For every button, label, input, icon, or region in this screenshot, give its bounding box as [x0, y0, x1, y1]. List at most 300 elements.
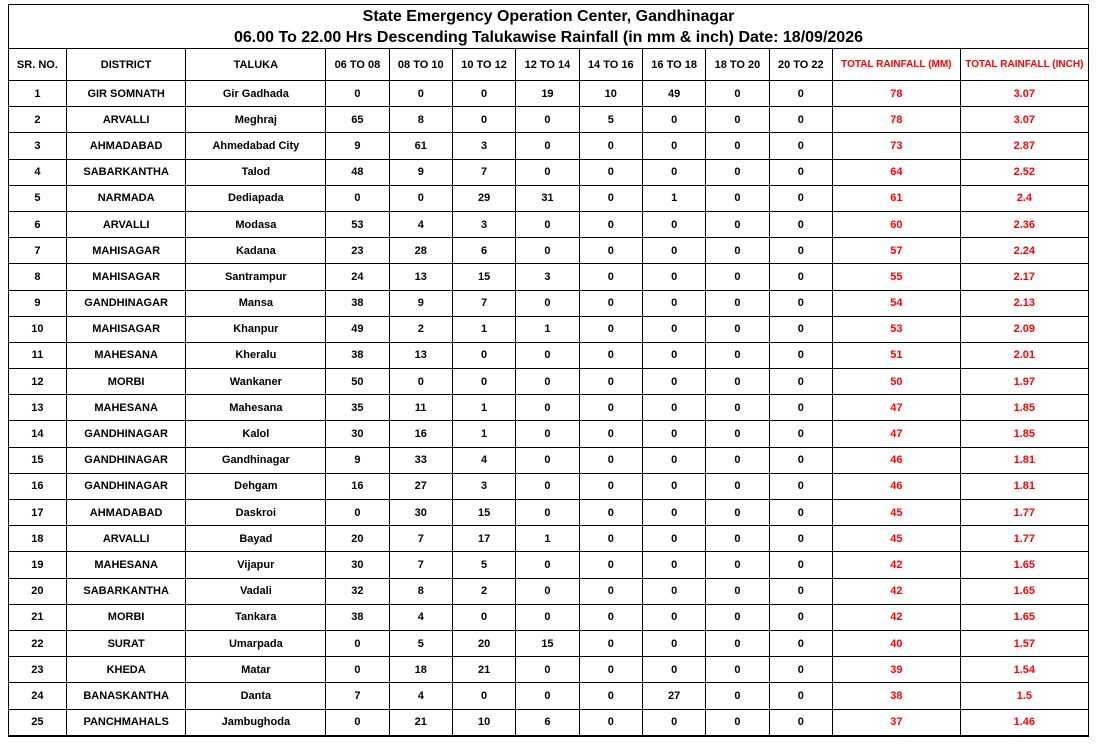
cell-h06-08: 38	[326, 342, 389, 368]
cell-h16-18: 1	[642, 185, 705, 211]
cell-h08-10: 7	[389, 526, 452, 552]
table-row	[9, 395, 1088, 421]
cell-total-mm: 55	[832, 264, 960, 290]
cell-h08-10: 4	[389, 683, 452, 709]
cell-district: GANDHINAGAR	[66, 290, 186, 316]
cell-total-mm: 39	[832, 657, 960, 683]
cell-h12-14: 0	[516, 211, 579, 237]
cell-taluka: Daskroi	[186, 500, 326, 526]
cell-total-mm: 61	[832, 185, 960, 211]
cell-h14-16: 0	[579, 500, 642, 526]
cell-h18-20: 0	[706, 526, 769, 552]
cell-h18-20: 0	[706, 342, 769, 368]
cell-h08-10: 4	[389, 604, 452, 630]
cell-h18-20: 0	[706, 683, 769, 709]
cell-sr-no: 12	[9, 369, 66, 395]
cell-h16-18: 0	[642, 133, 705, 159]
table-header-row	[9, 49, 1088, 81]
cell-h18-20: 0	[706, 159, 769, 185]
column-header-h06-08: 06 TO 08	[326, 49, 389, 81]
cell-h08-10: 13	[389, 264, 452, 290]
cell-h20-22: 0	[769, 578, 832, 604]
cell-h06-08: 16	[326, 473, 389, 499]
cell-h14-16: 0	[579, 159, 642, 185]
cell-h08-10: 21	[389, 709, 452, 735]
cell-sr-no: 24	[9, 683, 66, 709]
cell-h12-14: 0	[516, 473, 579, 499]
table-row	[9, 709, 1088, 735]
cell-h06-08: 65	[326, 107, 389, 133]
cell-h20-22: 0	[769, 500, 832, 526]
cell-h12-14: 15	[516, 630, 579, 656]
cell-total-inch: 1.77	[960, 500, 1088, 526]
cell-h18-20: 0	[706, 185, 769, 211]
table-row	[9, 447, 1088, 473]
report-title: State Emergency Operation Center, Gandhinagar	[362, 8, 735, 25]
cell-h18-20: 0	[706, 264, 769, 290]
cell-h20-22: 0	[769, 683, 832, 709]
cell-sr-no: 21	[9, 604, 66, 630]
table-row	[9, 421, 1088, 447]
cell-total-mm: 47	[832, 395, 960, 421]
cell-h16-18: 0	[642, 264, 705, 290]
cell-h06-08: 48	[326, 159, 389, 185]
cell-taluka: Vadali	[186, 578, 326, 604]
cell-h08-10: 18	[389, 657, 452, 683]
cell-h16-18: 0	[642, 238, 705, 264]
cell-h12-14: 3	[516, 264, 579, 290]
cell-district: KHEDA	[66, 657, 186, 683]
cell-h16-18: 0	[642, 447, 705, 473]
cell-total-mm: 51	[832, 342, 960, 368]
cell-district: SABARKANTHA	[66, 578, 186, 604]
cell-h08-10: 28	[389, 238, 452, 264]
cell-h14-16: 0	[579, 552, 642, 578]
cell-taluka: Jambughoda	[186, 709, 326, 735]
cell-sr-no: 8	[9, 264, 66, 290]
column-header-district: DISTRICT	[66, 49, 186, 81]
cell-h10-12: 4	[452, 447, 515, 473]
cell-h06-08: 0	[326, 81, 389, 107]
cell-h20-22: 0	[769, 447, 832, 473]
cell-total-mm: 78	[832, 107, 960, 133]
cell-h10-12: 0	[452, 81, 515, 107]
cell-h08-10: 9	[389, 290, 452, 316]
column-header-sr-no: SR. NO.	[9, 49, 66, 81]
cell-h14-16: 0	[579, 604, 642, 630]
cell-h18-20: 0	[706, 395, 769, 421]
table-row	[9, 683, 1088, 709]
cell-taluka: Meghraj	[186, 107, 326, 133]
cell-h08-10: 0	[389, 369, 452, 395]
cell-taluka: Dediapada	[186, 185, 326, 211]
cell-sr-no: 20	[9, 578, 66, 604]
cell-h10-12: 10	[452, 709, 515, 735]
cell-h16-18: 0	[642, 552, 705, 578]
cell-district: ARVALLI	[66, 107, 186, 133]
cell-h08-10: 5	[389, 630, 452, 656]
cell-sr-no: 16	[9, 473, 66, 499]
cell-taluka: Kalol	[186, 421, 326, 447]
column-header-taluka: TALUKA	[186, 49, 326, 81]
cell-sr-no: 14	[9, 421, 66, 447]
cell-h18-20: 0	[706, 578, 769, 604]
cell-h08-10: 8	[389, 578, 452, 604]
table-row	[9, 107, 1088, 133]
cell-total-inch: 1.85	[960, 395, 1088, 421]
table-row	[9, 211, 1088, 237]
cell-h06-08: 30	[326, 421, 389, 447]
table-row	[9, 185, 1088, 211]
cell-taluka: Gir Gadhada	[186, 81, 326, 107]
cell-total-inch: 1.81	[960, 447, 1088, 473]
cell-total-inch: 2.17	[960, 264, 1088, 290]
cell-total-inch: 2.01	[960, 342, 1088, 368]
cell-h08-10: 11	[389, 395, 452, 421]
cell-h10-12: 0	[452, 369, 515, 395]
cell-h18-20: 0	[706, 421, 769, 447]
cell-taluka: Gandhinagar	[186, 447, 326, 473]
cell-h12-14: 0	[516, 447, 579, 473]
cell-h14-16: 0	[579, 133, 642, 159]
cell-h20-22: 0	[769, 709, 832, 735]
cell-h08-10: 61	[389, 133, 452, 159]
cell-h08-10: 27	[389, 473, 452, 499]
cell-h08-10: 0	[389, 185, 452, 211]
cell-h20-22: 0	[769, 473, 832, 499]
cell-h16-18: 0	[642, 526, 705, 552]
table-row	[9, 133, 1088, 159]
cell-h12-14: 0	[516, 369, 579, 395]
cell-h14-16: 0	[579, 709, 642, 735]
cell-h14-16: 0	[579, 316, 642, 342]
column-header-total-mm: TOTAL RAINFALL (MM)	[832, 49, 960, 81]
cell-h06-08: 24	[326, 264, 389, 290]
cell-sr-no: 11	[9, 342, 66, 368]
cell-h16-18: 0	[642, 500, 705, 526]
table-row	[9, 630, 1088, 656]
table-row	[9, 159, 1088, 185]
cell-h18-20: 0	[706, 107, 769, 133]
cell-h12-14: 0	[516, 395, 579, 421]
cell-total-mm: 53	[832, 316, 960, 342]
cell-taluka: Wankaner	[186, 369, 326, 395]
cell-h10-12: 6	[452, 238, 515, 264]
cell-district: MORBI	[66, 369, 186, 395]
cell-total-inch: 1.81	[960, 473, 1088, 499]
cell-h20-22: 0	[769, 657, 832, 683]
cell-h12-14: 6	[516, 709, 579, 735]
cell-h20-22: 0	[769, 264, 832, 290]
table-row	[9, 604, 1088, 630]
cell-h10-12: 1	[452, 395, 515, 421]
cell-total-inch: 2.52	[960, 159, 1088, 185]
cell-h20-22: 0	[769, 369, 832, 395]
cell-sr-no: 22	[9, 630, 66, 656]
cell-h16-18: 0	[642, 604, 705, 630]
cell-h20-22: 0	[769, 81, 832, 107]
cell-h10-12: 3	[452, 211, 515, 237]
cell-sr-no: 10	[9, 316, 66, 342]
cell-h14-16: 10	[579, 81, 642, 107]
cell-h12-14: 0	[516, 578, 579, 604]
cell-h14-16: 0	[579, 683, 642, 709]
cell-sr-no: 13	[9, 395, 66, 421]
cell-h12-14: 0	[516, 552, 579, 578]
cell-h18-20: 0	[706, 447, 769, 473]
cell-sr-no: 3	[9, 133, 66, 159]
cell-total-inch: 1.46	[960, 709, 1088, 735]
cell-h14-16: 0	[579, 421, 642, 447]
cell-total-inch: 2.13	[960, 290, 1088, 316]
cell-h20-22: 0	[769, 185, 832, 211]
cell-h18-20: 0	[706, 473, 769, 499]
cell-district: ARVALLI	[66, 211, 186, 237]
cell-h10-12: 0	[452, 342, 515, 368]
cell-h14-16: 0	[579, 630, 642, 656]
cell-h18-20: 0	[706, 500, 769, 526]
cell-total-mm: 45	[832, 500, 960, 526]
cell-total-mm: 57	[832, 238, 960, 264]
cell-sr-no: 18	[9, 526, 66, 552]
table-row	[9, 264, 1088, 290]
cell-total-mm: 50	[832, 369, 960, 395]
rainfall-report	[8, 4, 1089, 737]
cell-taluka: Kheralu	[186, 342, 326, 368]
cell-taluka: Talod	[186, 159, 326, 185]
cell-h06-08: 20	[326, 526, 389, 552]
cell-district: MAHISAGAR	[66, 316, 186, 342]
cell-total-mm: 47	[832, 421, 960, 447]
cell-h06-08: 32	[326, 578, 389, 604]
cell-h20-22: 0	[769, 159, 832, 185]
cell-total-inch: 3.07	[960, 81, 1088, 107]
cell-total-inch: 2.36	[960, 211, 1088, 237]
cell-h10-12: 2	[452, 578, 515, 604]
cell-h08-10: 33	[389, 447, 452, 473]
cell-h06-08: 0	[326, 185, 389, 211]
cell-district: MAHISAGAR	[66, 264, 186, 290]
cell-h18-20: 0	[706, 709, 769, 735]
cell-h06-08: 0	[326, 657, 389, 683]
cell-district: AHMADABAD	[66, 500, 186, 526]
cell-h16-18: 0	[642, 421, 705, 447]
column-header-h18-20: 18 TO 20	[706, 49, 769, 81]
cell-h12-14: 0	[516, 604, 579, 630]
cell-h14-16: 0	[579, 473, 642, 499]
cell-h12-14: 0	[516, 657, 579, 683]
cell-h16-18: 0	[642, 159, 705, 185]
cell-district: MAHESANA	[66, 552, 186, 578]
cell-h06-08: 50	[326, 369, 389, 395]
cell-h20-22: 0	[769, 290, 832, 316]
cell-total-inch: 1.65	[960, 552, 1088, 578]
cell-total-inch: 2.4	[960, 185, 1088, 211]
cell-h10-12: 1	[452, 316, 515, 342]
cell-h20-22: 0	[769, 107, 832, 133]
cell-h06-08: 49	[326, 316, 389, 342]
cell-district: MAHISAGAR	[66, 238, 186, 264]
cell-h06-08: 23	[326, 238, 389, 264]
cell-total-mm: 42	[832, 604, 960, 630]
cell-sr-no: 4	[9, 159, 66, 185]
cell-district: MAHESANA	[66, 342, 186, 368]
cell-district: SURAT	[66, 630, 186, 656]
cell-h10-12: 0	[452, 604, 515, 630]
cell-district: GANDHINAGAR	[66, 473, 186, 499]
cell-h16-18: 0	[642, 709, 705, 735]
cell-h06-08: 38	[326, 604, 389, 630]
cell-total-mm: 45	[832, 526, 960, 552]
column-header-h16-18: 16 TO 18	[642, 49, 705, 81]
cell-total-mm: 46	[832, 473, 960, 499]
cell-district: GIR SOMNATH	[66, 81, 186, 107]
cell-h16-18: 0	[642, 290, 705, 316]
cell-h10-12: 3	[452, 133, 515, 159]
table-row	[9, 81, 1088, 107]
cell-district: ARVALLI	[66, 526, 186, 552]
cell-h14-16: 0	[579, 342, 642, 368]
cell-total-inch: 1.77	[960, 526, 1088, 552]
cell-taluka: Umarpada	[186, 630, 326, 656]
cell-sr-no: 5	[9, 185, 66, 211]
cell-h12-14: 0	[516, 159, 579, 185]
cell-h08-10: 13	[389, 342, 452, 368]
cell-total-inch: 1.85	[960, 421, 1088, 447]
column-header-h20-22: 20 TO 22	[769, 49, 832, 81]
table-row	[9, 500, 1088, 526]
cell-total-inch: 2.09	[960, 316, 1088, 342]
cell-sr-no: 2	[9, 107, 66, 133]
table-row	[9, 290, 1088, 316]
column-header-h08-10: 08 TO 10	[389, 49, 452, 81]
cell-h20-22: 0	[769, 316, 832, 342]
cell-h10-12: 3	[452, 473, 515, 499]
cell-district: GANDHINAGAR	[66, 421, 186, 447]
cell-sr-no: 15	[9, 447, 66, 473]
cell-taluka: Danta	[186, 683, 326, 709]
cell-total-inch: 1.65	[960, 578, 1088, 604]
cell-taluka: Vijapur	[186, 552, 326, 578]
cell-h06-08: 38	[326, 290, 389, 316]
cell-h18-20: 0	[706, 238, 769, 264]
cell-h16-18: 27	[642, 683, 705, 709]
cell-h14-16: 0	[579, 578, 642, 604]
column-header-total-inch: TOTAL RAINFALL (INCH)	[960, 49, 1088, 81]
cell-total-inch: 1.57	[960, 630, 1088, 656]
cell-taluka: Mansa	[186, 290, 326, 316]
table-row	[9, 552, 1088, 578]
cell-district: NARMADA	[66, 185, 186, 211]
cell-h12-14: 0	[516, 107, 579, 133]
cell-h12-14: 0	[516, 133, 579, 159]
cell-total-mm: 78	[832, 81, 960, 107]
cell-h12-14: 31	[516, 185, 579, 211]
cell-total-mm: 42	[832, 552, 960, 578]
cell-h16-18: 0	[642, 473, 705, 499]
cell-h16-18: 0	[642, 342, 705, 368]
cell-h18-20: 0	[706, 211, 769, 237]
cell-taluka: Kadana	[186, 238, 326, 264]
cell-h16-18: 0	[642, 630, 705, 656]
cell-h18-20: 0	[706, 552, 769, 578]
cell-total-inch: 1.65	[960, 604, 1088, 630]
cell-h08-10: 0	[389, 81, 452, 107]
table-body	[9, 81, 1088, 736]
cell-h16-18: 0	[642, 657, 705, 683]
cell-h10-12: 0	[452, 683, 515, 709]
cell-h06-08: 35	[326, 395, 389, 421]
cell-district: PANCHMAHALS	[66, 709, 186, 735]
cell-h18-20: 0	[706, 604, 769, 630]
cell-taluka: Ahmedabad City	[186, 133, 326, 159]
cell-taluka: Bayad	[186, 526, 326, 552]
cell-h10-12: 17	[452, 526, 515, 552]
cell-h16-18: 0	[642, 107, 705, 133]
cell-taluka: Santrampur	[186, 264, 326, 290]
cell-h12-14: 1	[516, 316, 579, 342]
cell-total-inch: 1.54	[960, 657, 1088, 683]
cell-h10-12: 15	[452, 264, 515, 290]
cell-h14-16: 0	[579, 526, 642, 552]
table-row	[9, 342, 1088, 368]
cell-sr-no: 23	[9, 657, 66, 683]
column-header-h10-12: 10 TO 12	[452, 49, 515, 81]
cell-h20-22: 0	[769, 211, 832, 237]
cell-h08-10: 4	[389, 211, 452, 237]
cell-h16-18: 0	[642, 316, 705, 342]
table-row	[9, 657, 1088, 683]
cell-total-inch: 1.97	[960, 369, 1088, 395]
cell-h20-22: 0	[769, 552, 832, 578]
cell-h18-20: 0	[706, 316, 769, 342]
cell-h20-22: 0	[769, 604, 832, 630]
cell-district: SABARKANTHA	[66, 159, 186, 185]
cell-h10-12: 7	[452, 290, 515, 316]
cell-h06-08: 9	[326, 133, 389, 159]
table-row	[9, 238, 1088, 264]
cell-h10-12: 1	[452, 421, 515, 447]
table-row	[9, 526, 1088, 552]
cell-taluka: Dehgam	[186, 473, 326, 499]
cell-h14-16: 0	[579, 657, 642, 683]
cell-h14-16: 0	[579, 369, 642, 395]
cell-taluka: Mahesana	[186, 395, 326, 421]
cell-h06-08: 53	[326, 211, 389, 237]
cell-h14-16: 0	[579, 238, 642, 264]
cell-h06-08: 9	[326, 447, 389, 473]
cell-h12-14: 0	[516, 342, 579, 368]
cell-h12-14: 1	[516, 526, 579, 552]
cell-h14-16: 0	[579, 395, 642, 421]
cell-h16-18: 0	[642, 211, 705, 237]
cell-taluka: Tankara	[186, 604, 326, 630]
cell-district: BANASKANTHA	[66, 683, 186, 709]
cell-h18-20: 0	[706, 369, 769, 395]
cell-h14-16: 0	[579, 185, 642, 211]
cell-h06-08: 0	[326, 709, 389, 735]
cell-h14-16: 0	[579, 211, 642, 237]
cell-district: AHMADABAD	[66, 133, 186, 159]
cell-h10-12: 7	[452, 159, 515, 185]
cell-h20-22: 0	[769, 395, 832, 421]
cell-district: MORBI	[66, 604, 186, 630]
report-header	[9, 5, 1088, 49]
cell-taluka: Matar	[186, 657, 326, 683]
cell-total-mm: 46	[832, 447, 960, 473]
cell-total-mm: 37	[832, 709, 960, 735]
cell-h12-14: 0	[516, 683, 579, 709]
